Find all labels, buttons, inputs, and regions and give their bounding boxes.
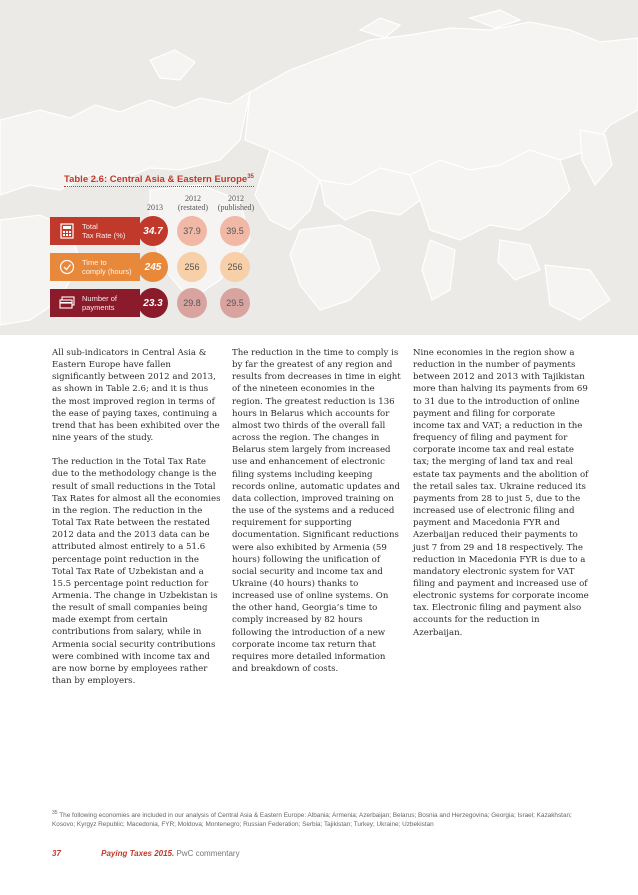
paragraph: Nine economies in the region show a reduction in the number of payments between 2012 and 2013 with Tajikistan more than halving its payments from 69 to 31 due to the introduction of online payment and filing for corporate income tax and VAT; a reduction in the frequency of filing and payment for corporate income tax and real estate tax; the merging of land tax and real estate tax payments and the abolition of the retail sales tax. Ukraine reduced its payments from 28 to just 5, due to the increased use of electronic filing and payment and Macedonia FYR and Azerbaijan reduced their payments to just 7 from 29 and 18 respectively. The reduction in Macedonia FYR is due to a mandatory electronic system for VAT filing and payment and increased use of electronic systems for corporate income tax. Electronic filing and payment also accounts for the reduction in Azerbaijan. (413, 348, 589, 638)
value-restated-total-tax-rate: 37.9 (177, 216, 207, 246)
column-header-2012-restated: 2012 (restated) (177, 194, 209, 212)
page-footer (52, 849, 240, 858)
text-column-2 (232, 347, 402, 687)
value-2013-time-to-comply: 245 (138, 252, 168, 282)
region-map-background (0, 0, 638, 335)
value-published-number-of-payments: 29.5 (220, 288, 250, 318)
publication-title: Paying Taxes 2015. PwC commentary (101, 849, 240, 858)
value-2013-total-tax-rate: 34.7 (138, 216, 168, 246)
value-published-total-tax-rate: 39.5 (220, 216, 250, 246)
text-column-3 (413, 347, 589, 651)
value-restated-time-to-comply: 256 (177, 252, 207, 282)
value-restated-number-of-payments: 29.8 (177, 288, 207, 318)
table-title: Table 2.6: Central Asia & Eastern Europe$^{35}$ (64, 174, 254, 186)
row-label-number-of-payments: Number of payments (50, 289, 140, 317)
clock-icon (57, 257, 77, 277)
footnote: $^{35}$ The following economies are included in our analysis of Central Asia & Eastern Europe: Albania; Armenia; Azerbaijan; Belarus; Bosnia and Herzegovina; Georgia; Israel; Kazakhstan; Kosovo; Kyrgyz Republic; Macedonia, FYR; Moldova; Montenegro; Russian Federation; Serbia; Tajikistan; Turkey; Ukraine; Uzbekistan (52, 810, 572, 829)
payment-card-icon (57, 293, 77, 313)
title-divider (64, 186, 254, 187)
row-label-time-to-comply: Time to comply (hours) (50, 253, 140, 281)
page-number: 37 (52, 849, 61, 858)
paragraph: The reduction in the time to comply is by far the greatest of any region and results from decreases in time in eight of the nineteen economies in the region. The greatest reduction is 136 hours in Belarus which accounts for almost two thirds of the overall fall across the region. The changes in Belarus stem largely from increased use and enhancement of electronic filing systems including keeping records online, automatic updates and data collection, improved training on the use of the systems and a reduced requirement for supporting documentation. Significant reductions were also exhibited by Armenia (59 hours) following the unification of social security and income tax and Ukraine (40 hours) thanks to increased use of online systems. On the other hand, Georgia’s time to comply increased by 82 hours following the introduction of a new corporate income tax return that requires more detailed information and breakdown of costs. (232, 348, 401, 675)
text-column-1 (52, 347, 222, 699)
column-header-2013: 2013 (147, 203, 163, 212)
calculator-icon (57, 221, 77, 241)
value-2013-number-of-payments: 23.3 (138, 288, 168, 318)
paragraph: The reduction in the Total Tax Rate due to the methodology change is the result of small reductions in the Total Tax Rates for almost all the economies in the region. The reduction in the Total Tax Rate between the restated 2012 data and the 2013 data can be attributed almost entirely to a 51.6 percentage point reduction in the Total Tax Rate of Uzbekistan and a 15.5 percentage point reduction for Armenia. The change in Uzbekistan is the result of small companies being made exempt from certain contributions from salary, while in Armenia social security contributions were combined with income tax and are now borne by employees rather than by employers. (52, 457, 221, 687)
column-header-2012-published: 2012 (published) (217, 194, 255, 212)
paragraph: All sub-indicators in Central Asia & Eastern Europe have fallen significantly between 2012 and 2013, as shown in Table 2.6; and it is thus the most improved region in terms of the ease of paying taxes, continuing a trend that has been exhibited over the nine years of the study. (52, 348, 220, 444)
value-published-time-to-comply: 256 (220, 252, 250, 282)
row-label-total-tax-rate: Total Tax Rate (%) (50, 217, 140, 245)
